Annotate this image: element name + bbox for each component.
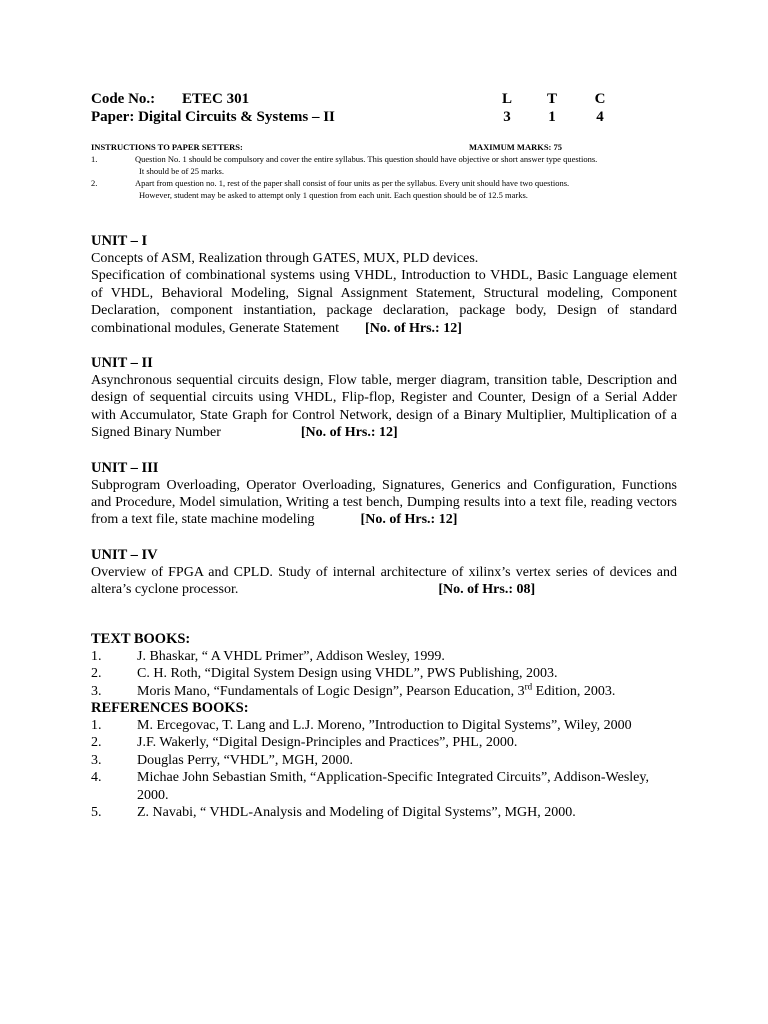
citation-text: Moris Mano, “Fundamentals of Logic Design”, Pearson Education, 3: [137, 683, 525, 699]
col-l-label: L: [501, 91, 512, 107]
unit-3: [91, 460, 677, 529]
col-c-value: 4: [596, 109, 604, 125]
list-item: [91, 734, 677, 751]
unit-title: UNIT – I: [91, 233, 148, 249]
instructions-header: [91, 141, 677, 153]
unit-text: Asynchronous sequential circuits design, Flow table, merger diagram, transition table, Description and design of sequential circuits using VHDL, Flip-flop, Register and Counter, Design of a Serial Adder with Accumulator, State Graph for Control Network, design of a Binary Multiplier, Multiplication of a Signed Binary Number: [91, 373, 677, 441]
list-item: [91, 680, 677, 700]
hours-badge: [No. of Hrs.: 12]: [300, 425, 398, 441]
col-l-value: 3: [503, 109, 511, 125]
text-books-title: TEXT BOOKS:: [91, 630, 191, 647]
reference-books-title: REFERENCES BOOKS:: [91, 699, 249, 716]
unit-text: Specification of combinational systems using VHDL, Introduction to VHDL, Basic Language element of VHDL, Behavioral Modeling, Signal Assignment Statement, Structural modeling, Component Declaration, component instantiation, package declaration, package body, Design of standard combinational modules, Generate Statement: [91, 268, 677, 336]
instruction-continuation: It should be of 25 marks.: [139, 166, 224, 176]
unit-content: [91, 267, 677, 337]
book-citation: [137, 680, 616, 699]
unit-content: [91, 477, 677, 529]
book-citation: Michae John Sebastian Smith, “Application-Specific Integrated Circuits”, Addison-Wesley, 2000.: [137, 770, 649, 803]
code-label: Code No.:: [91, 91, 156, 107]
unit-2: [91, 355, 677, 442]
course-code: ETEC 301: [182, 91, 250, 107]
list-item: [91, 769, 677, 804]
instructions-list: [91, 153, 677, 201]
syllabus-page: [91, 90, 677, 821]
list-number: 4.: [91, 770, 102, 786]
unit-text: Subprogram Overloading, Operator Overloading, Signatures, Generics and Configuration, Functions and Procedure, Model simulation, Writing a test bench, Dumping results into a text file, reading vectors from a text file, state machine modeling: [91, 477, 677, 528]
unit-title: UNIT – II: [91, 355, 153, 372]
citation-text: Edition, 2003.: [532, 683, 616, 699]
hours-badge: [No. of Hrs.: 08]: [438, 582, 536, 598]
unit-content: [91, 564, 677, 599]
paper-row: [91, 108, 677, 126]
list-item: [91, 648, 677, 665]
list-number: 2.: [91, 735, 102, 751]
text-books-section: [91, 631, 677, 700]
book-citation: C. H. Roth, “Digital System Design using VHDL”, PWS Publishing, 2003.: [137, 666, 558, 682]
hours-badge: [No. of Hrs.: 12]: [360, 512, 458, 528]
col-c-label: C: [594, 91, 606, 107]
col-t-value: 1: [548, 109, 556, 125]
unit-content: [91, 372, 677, 442]
list-number: 1.: [91, 717, 102, 733]
instruction-text: Question No. 1 should be compulsory and cover the entire syllabus. This question should have objective or short answer type questions.: [135, 154, 598, 164]
instruction-text: Apart from question no. 1, rest of the paper shall consist of four units as per the syllabus. Every unit should have two questions.: [135, 178, 570, 188]
instruction-continuation: However, student may be asked to attempt only 1 question from each unit. Each question should be of 12.5 marks.: [139, 190, 528, 200]
instruction-item: [91, 153, 677, 177]
list-item: [91, 752, 677, 769]
text-books-list: [91, 648, 677, 700]
list-number: 3.: [91, 752, 102, 768]
paper-title: Paper: Digital Circuits & Systems – II: [91, 109, 335, 125]
hours-badge: [No. of Hrs.: 12]: [365, 320, 462, 336]
list-number: 2.: [91, 666, 102, 682]
unit-text: Overview of FPGA and CPLD. Study of internal architecture of xilinx’s vertex series of devices and altera’s cyclone processor.: [91, 564, 677, 598]
list-number: 3.: [91, 683, 102, 699]
list-item: [91, 665, 677, 682]
reference-books-section: [91, 700, 677, 821]
list-item: [91, 804, 677, 821]
unit-1: [91, 233, 677, 337]
instruction-item: [91, 177, 677, 201]
book-citation: M. Ercegovac, T. Lang and L.J. Moreno, ”Introduction to Digital Systems”, Wiley, 2000: [137, 717, 632, 733]
unit-intro: Concepts of ASM, Realization through GATES, MUX, PLD devices.: [91, 251, 479, 266]
list-number: 5.: [91, 804, 102, 820]
list-item: [91, 717, 677, 734]
reference-books-list: [91, 717, 677, 821]
ordinal-suffix: rd: [524, 680, 533, 691]
instruction-number: 2.: [91, 178, 98, 188]
book-citation: Z. Navabi, “ VHDL-Analysis and Modeling of Digital Systems”, MGH, 2000.: [137, 804, 576, 820]
book-citation: J.F. Wakerly, “Digital Design-Principles and Practices”, PHL, 2000.: [137, 735, 518, 751]
unit-4: [91, 547, 677, 599]
col-t-label: T: [546, 91, 557, 107]
instructions-title: INSTRUCTIONS TO PAPER SETTERS:: [91, 142, 243, 152]
instruction-number: 1.: [91, 154, 98, 164]
book-citation: Douglas Perry, “VHDL”, MGH, 2000.: [137, 752, 354, 768]
code-row: [91, 90, 677, 108]
book-citation: J. Bhaskar, “ A VHDL Primer”, Addison Wesley, 1999.: [137, 648, 445, 664]
maximum-marks: MAXIMUM MARKS: 75: [469, 142, 563, 152]
unit-title: UNIT – IV: [91, 546, 158, 563]
list-number: 1.: [91, 648, 102, 664]
unit-title: UNIT – III: [91, 459, 159, 476]
